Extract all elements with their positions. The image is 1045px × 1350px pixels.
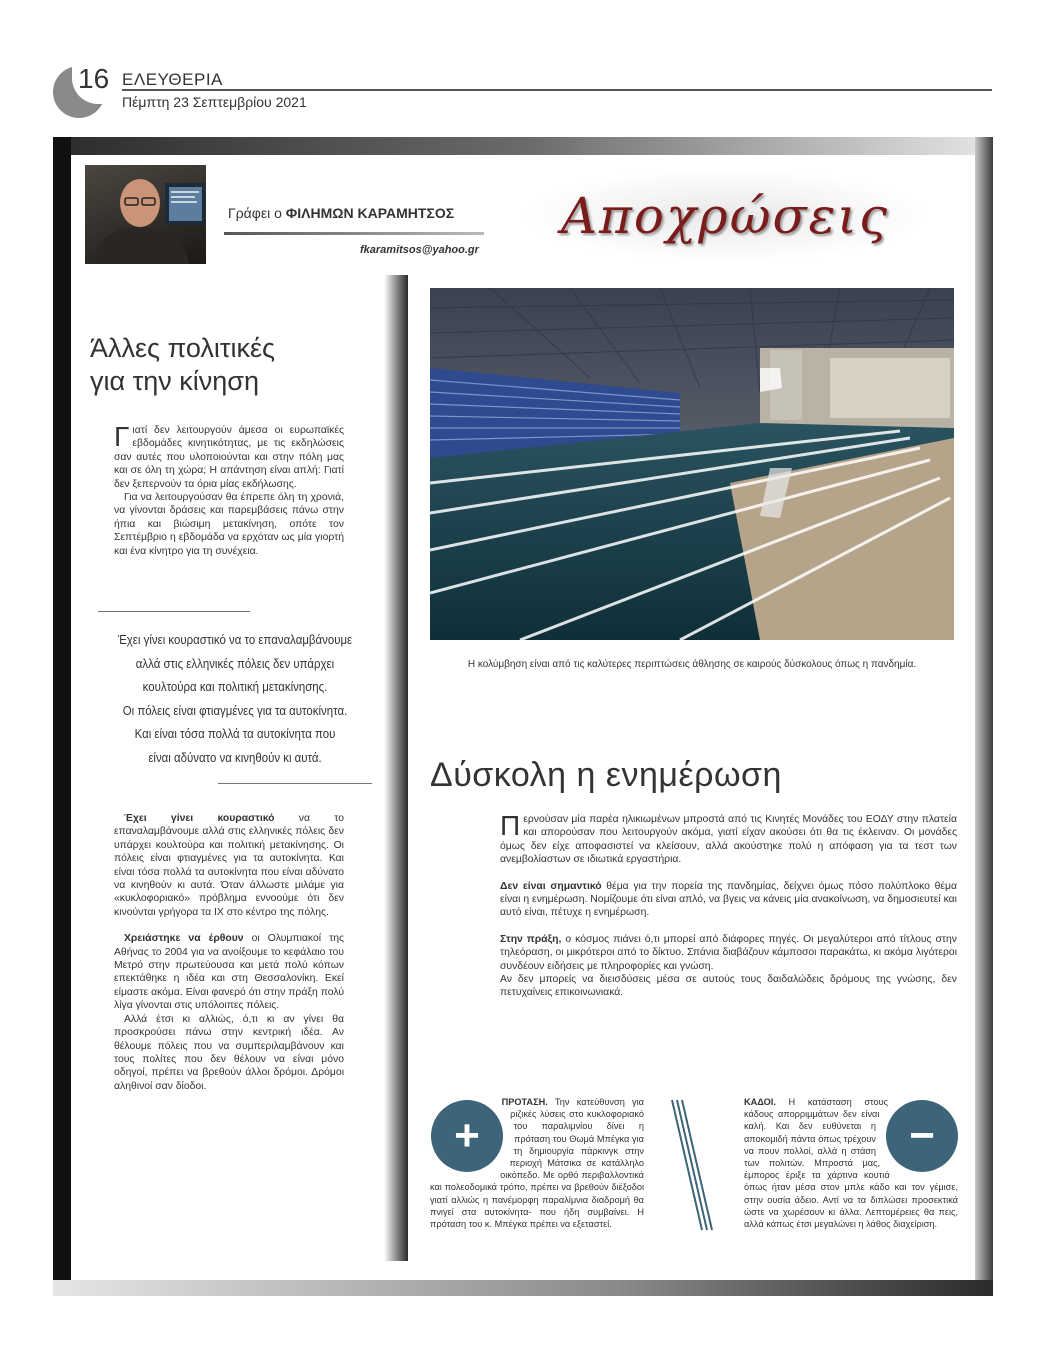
author-photo-illustration xyxy=(85,165,206,264)
left-article-headline xyxy=(90,332,370,398)
lead-in-bold: Στην πράξη, xyxy=(500,933,562,945)
left-headline-line-1: Άλλες πολιτικές xyxy=(90,333,276,363)
pull-quote-line: είναι αδύνατο να κινηθούν κι αυτά. xyxy=(148,749,322,765)
frame-right-bar xyxy=(975,137,993,1296)
right-intro-text: ερνούσαν μία παρέα ηλικιωμένων μπροστά από τις Κινητές Μονάδες του ΕΟΔΥ στην πλατεία και απορούσαν που λειτουργούν ακόμα, γιατί είχαν ακούσει ότι θα τις έκλειναν. Οι μονάδες όμως δεν είχε αποφασιστεί να κλείσουν, αλλά ακούστηκε πολύ η απόφαση για τα τεστ των ανεμβολίαστων σε ιδιωτικά εργαστήρια. xyxy=(500,814,957,866)
minus-label: ΚΑΔΟΙ. xyxy=(744,1097,776,1107)
plus-box-text xyxy=(430,1096,644,1230)
dropcap: Π xyxy=(500,810,521,841)
right-para-4: Αν δεν μπορείς να διεισδύσεις μέσα σε αυτούς τους δαιδαλώδεις δρόμους της γνώσης, δεν πετυχαίνεις επικοινωνιακά. xyxy=(500,974,957,999)
minus-wrap-spacer xyxy=(880,1096,964,1180)
pull-quote-rule-top xyxy=(98,611,250,612)
plus-icon: + xyxy=(431,1100,503,1172)
column-divider xyxy=(384,275,408,1261)
left-para-2: Για να λειτουργούσαν θα έπρεπε όλη τη χρονιά, να γίνονται δράσεις και παρεμβάσεις πάνω στην ήπια και βιώσιμη μετακίνηση, οπότε τον Σεπτέμβριο η εβδομάδα να ερχόταν ως μία γιορτή και ένα κίνητρο για τη συνέχεια. xyxy=(114,492,344,557)
lead-in-bold: Έχει γίνει κουραστικό xyxy=(124,813,275,824)
page-number: 16 xyxy=(78,63,110,94)
pull-quote-line: αλλά στις ελληνικές πόλεις δεν υπάρχει xyxy=(135,655,335,671)
plus-text: Την κατεύθυνση για ριζικές λύσεις στο κυκλοφοριακό του παραλιμνίου δίνει η πρόταση του Θωμά Μπέγκα για τη δημιουργία πάρκινγκ στην περιοχή Μάτσικα σε κατάλληλο οικόπεδο. Με ορθό περιβαλλοντικά και πολεοδομικά τρόπο, πρέπει να βρεθούν διέξοδοι γιατί αλλιώς η πανέμορφη παραλίμνια διαδρομή θα πνιγεί στα αυτοκίνητα- που ήδη συμβαίνει. Η πρόταση του κ. Μπέγκα πρέπει να εξεταστεί. xyxy=(430,1097,644,1230)
pull-quote-line: Και είναι τόσα πολλά τα αυτοκίνητα που xyxy=(134,726,336,741)
frame-left-bar xyxy=(53,137,71,1296)
left-headline-line-2: για την κίνηση xyxy=(90,366,259,396)
section-title-logo xyxy=(520,168,930,263)
issue-date: Πέμπτη 23 Σεπτεμβρίου 2021 xyxy=(122,94,307,110)
frame-top-bar xyxy=(53,137,993,155)
pull-quote-rule-bottom xyxy=(218,783,372,784)
author-email[interactable]: fkaramitsos@yahoo.gr xyxy=(360,244,479,256)
minus-box-text xyxy=(744,1096,958,1230)
minus-icon: − xyxy=(886,1100,958,1172)
byline xyxy=(228,205,454,221)
left-para-5: Αλλά έτσι κι αλλιώς, ό,τι κι αν γίνει θα προσκρούσει πάνω στην κεντρική ιδέα. Αν θέλουμε πόλεις που να συμπεριλαμβάνουν και τους πολίτες που δεν θέλουν να είναι μόνο οδηγοί, πρέπει να βρεθούν άλλοι δρόμοι. Δρόμοι αληθινοί σαν δίοδοι. xyxy=(114,1013,344,1092)
left-intro-text: ιατί δεν λειτουργούν άμεσα οι ευρωπαϊκές εβδομάδες κινητικότητας, με τις εκδηλώσεις σαν αυτές που υλοποιούνται και στην πόλη μας και σε όλη τη χώρα; Η απάντηση είναι απλή: Γιατί δεν ξεπερνούν τα όρια μίας εκδήλωσης. xyxy=(114,425,344,490)
swimming-pool-illustration xyxy=(430,288,954,640)
section-title: Αποχρώσεις xyxy=(560,186,890,245)
right-article-headline: Δύσκολη η ενημέρωση xyxy=(430,756,782,794)
header-rule xyxy=(122,89,992,91)
pull-quote xyxy=(116,628,354,769)
dropcap: Γ xyxy=(114,421,130,452)
pull-quote-line: Έχει γίνει κουραστικό να το επαναλαμβάνουμε xyxy=(117,632,353,647)
author-name: ΦΙΛΗΜΩΝ ΚΑΡΑΜΗΤΣΟΣ xyxy=(285,205,455,221)
left-article-intro xyxy=(114,421,344,558)
pull-quote-line: κουλτούρα και πολιτική μετακίνησης. xyxy=(142,679,328,694)
swimming-pool-photo xyxy=(430,288,954,640)
minus-text: Η κατάσταση στους κάδους απορριμμάτων δεν είναι καλή. Και δεν ευθύνεται η αποκομιδή πάντα όπως τρέχουν να πουν πολλοί, αλλά η στάση των πολιτών. Μπροστά μας, έμπορος έριξε τα χάρτινα κουτιά όπως ήταν μέσα στον μπλε κάδο και τον γέμισε, στην ουσία άδειο. Αντί να τα διπλώσει προσεκτικά ώστε να χωρέσουν κι άλλα. Λεπτομέρειες θα πεις, αλλά κάπως έτσι μεγαλώνει η λάθος διαχείριση. xyxy=(744,1097,958,1230)
separator-slash-icon xyxy=(668,1098,714,1232)
newspaper-name: ΕΛΕΥΘΕΡΙΑ xyxy=(122,70,223,89)
right-para-3: ο κόσμος πιάνει ό,τι μπορεί από διάφορες πηγές. Οι μεγαλύτεροι από τίτλους στην τηλεόραση, οι μικρότεροι από το δίκτυο. Σπάνια διαβάζουν κάμποσοι παρακάτω, κι ακόμα λιγότεροι συνδέουν ειδήσεις με πληροφορίες και γνώση. xyxy=(500,933,957,972)
left-article-body xyxy=(114,812,344,1093)
photo-caption: Η κολύμβηση είναι από τις καλύτερες περιπτώσεις άθλησης σε καιρούς δύσκολους όπως η πανδημία. xyxy=(467,659,917,670)
byline-rule xyxy=(224,232,484,235)
byline-prefix: Γράφει ο xyxy=(228,205,282,221)
pull-quote-line: Οι πόλεις είναι φτιαγμένες για τα αυτοκίνητα. xyxy=(122,702,348,718)
left-para-3: να το επαναλαμβάνουμε αλλά στις ελληνικές πόλεις δεν υπάρχει κουλτούρα και πολιτική μετακίνησης. Οι πόλεις είναι φτιαγμένες για τα αυτοκίνητα. Και είναι τόσα πολλά τα αυτοκίνητα που είναι αδύνατο να κινηθούν κι αυτά. Όταν άλλωστε μιλάμε για «κυκλοφοριακό» πρόβλημα εννοούμε ότι δεν κινούνται γρήγορα τα ΙΧ στο κέντρο της πόλης. xyxy=(114,813,344,918)
right-para-2: θέμα για την πορεία της πανδημίας, δείχνει όμως πόσο πολύπλοκο θέμα είναι η ενημέρωση. Νομίζουμε ότι είναι απλό, να βγεις να κάνεις μία ανακοίνωση, να δημοσιευτεί και αυτό είναι, πέτυχε η ενημέρωση. xyxy=(500,880,958,919)
right-article-body xyxy=(500,810,958,1000)
left-para-4: οι Ολυμπιακοί της Αθήνας το 2004 για να ανοίξουμε το κεφάλαιο του Μετρό στην πρωτεύουσα και μετά πολύ κόπων επεκτάθηκε η ιδέα και στη Θεσσαλονίκη. Εκεί είμαστε ακόμα. Είναι φανερό ότι στην πράξη πολύ λίγα γίνονται στις υπόλοιπες πόλεις. xyxy=(114,933,344,1012)
plus-wrap-spacer xyxy=(426,1096,510,1180)
frame-bottom-bar xyxy=(53,1280,993,1296)
author-photo xyxy=(85,165,206,264)
lead-in-bold: Χρειάστηκε να έρθουν xyxy=(124,933,244,945)
plus-label: ΠΡΟΤΑΣΗ. xyxy=(501,1097,548,1107)
lead-in-bold: Δεν είναι σημαντικό xyxy=(500,880,602,892)
